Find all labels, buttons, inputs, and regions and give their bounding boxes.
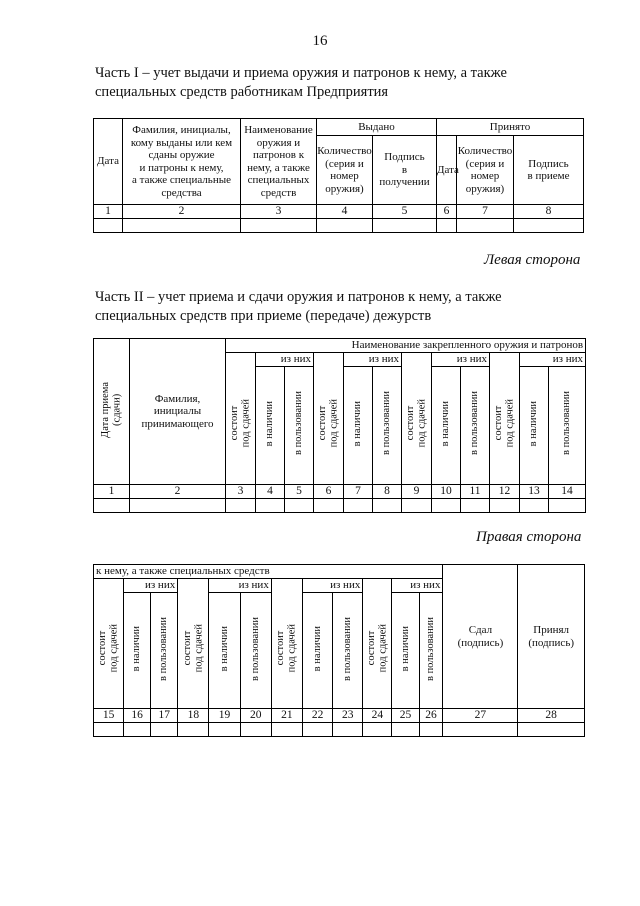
p2-available	[432, 366, 461, 484]
part2-title-line1: Часть II – учет приема и сдачи оружия и патронов к нему, а также	[95, 289, 502, 305]
p1-num: 5	[373, 205, 437, 219]
p3-state	[271, 593, 302, 709]
p2-num: 14	[549, 484, 586, 498]
p2-of-them: из них	[432, 352, 490, 366]
p3-state-l0: состоит	[181, 631, 193, 666]
part1-table	[93, 118, 584, 233]
p3-in-use	[240, 593, 271, 709]
p1-fio-l1: кому выданы или кем	[130, 136, 233, 149]
p2-state-l0: состоит	[317, 405, 328, 441]
p3-num: 25	[392, 709, 419, 723]
p1-num: 7	[457, 205, 514, 219]
p2-num: 6	[314, 484, 344, 498]
p2-state-l1: под сдачей	[416, 398, 428, 448]
p1-fio-l4: а также специальные	[132, 174, 231, 186]
p1-hdr-received: Принято	[437, 119, 584, 136]
p3-num: 24	[363, 709, 392, 723]
p3-state	[94, 593, 124, 709]
p1-fio-l0: Фамилия, инициалы,	[132, 124, 231, 136]
p1-sr-l0: Подпись	[528, 157, 569, 170]
p3-state-l1: под сдачей	[193, 624, 205, 673]
p3-num: 27	[443, 709, 518, 723]
part2-table	[93, 338, 586, 513]
p2-number-row	[94, 484, 586, 498]
p2-in-use	[461, 366, 490, 484]
p1-hdr-qty-received	[457, 136, 514, 205]
p2-num: 12	[490, 484, 520, 498]
p1-number-row	[94, 205, 584, 219]
left-side-label: Левая сторона	[484, 252, 581, 268]
p3-handed-l0: Сдал	[468, 624, 493, 636]
p1-qi-l1: (серия и	[325, 157, 364, 170]
p3-in-use-text: в пользовании	[158, 616, 170, 681]
p1-qr-l2: номер	[470, 170, 500, 182]
p1-hdr-issued: Выдано	[317, 119, 437, 136]
p1-qr-l0: Количество	[457, 145, 513, 157]
p2-num: 7	[344, 484, 373, 498]
p2-hdr-date	[94, 339, 130, 485]
p2-available-text: в наличии	[440, 400, 452, 446]
p2-fio-l1: инициалы	[153, 405, 202, 417]
p2-available-text: в наличии	[352, 400, 364, 446]
p2-empty-row	[94, 498, 586, 512]
p2-in-use	[549, 366, 586, 484]
p3-empty-row	[94, 723, 585, 737]
p3-available	[124, 593, 151, 709]
p2-state-l0: состоит	[229, 405, 240, 441]
p1-qi-l0: Количество	[317, 145, 372, 157]
p3-state	[363, 593, 392, 709]
p1-qr-l3: оружия)	[465, 182, 505, 195]
p3-available	[392, 593, 419, 709]
p3-num: 17	[151, 709, 178, 723]
p2-in-use	[373, 366, 402, 484]
p2-in-use	[285, 366, 314, 484]
p1-name-l3: нему, а также	[247, 161, 310, 174]
p1-num: 3	[241, 205, 317, 219]
p2-num: 4	[256, 484, 285, 498]
p3-num: 16	[124, 709, 151, 723]
part3-table	[93, 564, 585, 737]
p3-num: 22	[303, 709, 333, 723]
p1-num: 6	[437, 205, 457, 219]
p2-num: 1	[94, 484, 130, 498]
p2-state	[490, 366, 520, 484]
p3-state-l0: состоит	[275, 631, 287, 666]
p3-state-l1: под сдачей	[108, 624, 120, 673]
p3-in-use	[151, 593, 178, 709]
p1-qi-l2: номер	[330, 170, 359, 182]
p1-si-l1: в	[401, 163, 408, 176]
p2-available	[520, 366, 549, 484]
p3-state-l0: состоит	[365, 631, 377, 666]
p1-si-l2: получении	[379, 176, 430, 189]
p2-num: 5	[285, 484, 314, 498]
p1-num: 4	[317, 205, 373, 219]
p1-name-l4: специальных	[247, 174, 310, 186]
p3-in-use-text: в пользовании	[249, 616, 261, 681]
p1-empty-row	[94, 219, 584, 233]
p1-hdr-fio	[123, 119, 241, 205]
p3-available-text: в наличии	[131, 626, 143, 672]
p3-handed-l1: (подпись)	[457, 636, 504, 649]
p2-num: 3	[226, 484, 256, 498]
p3-in-use	[419, 593, 443, 709]
p2-of-them: из них	[256, 352, 314, 366]
part1-title-line1: Часть I – учет выдачи и приема оружия и патронов к нему, а также	[95, 65, 507, 81]
p1-name-l2: патронов к	[252, 149, 305, 161]
p3-of-them: из них	[124, 579, 178, 593]
p3-accepted-l0: Принял	[533, 624, 570, 636]
p1-name-l5: средств	[260, 186, 297, 199]
p2-fio-l2: принимающего	[141, 417, 214, 430]
p2-in-use-text: в пользовании	[381, 391, 393, 456]
p2-date-l0: Дата приема	[100, 381, 111, 438]
p3-available-text: в наличии	[218, 626, 230, 672]
p2-date-l1: (сдачи)	[111, 393, 123, 426]
p2-state-l0: состоит	[493, 405, 504, 441]
p1-hdr-qty-issued	[317, 136, 373, 205]
p2-hdr-fio	[130, 339, 226, 485]
p3-hdr-accepted	[518, 565, 585, 709]
p3-in-use-text: в пользовании	[425, 616, 437, 681]
p1-fio-l2: сданы оружие	[148, 149, 215, 161]
p3-accepted-l1: (подпись)	[528, 636, 574, 649]
p1-hdr-date2: Дата	[437, 136, 457, 205]
p2-fio-l0: Фамилия,	[154, 392, 201, 405]
p2-state-l1: под сдачей	[504, 398, 516, 448]
p3-of-them: из них	[392, 579, 443, 593]
p1-name-l1: оружия и	[256, 136, 301, 149]
p2-available	[344, 366, 373, 484]
p1-fio-l5: средства	[161, 186, 202, 199]
p3-state	[178, 593, 209, 709]
part1-title	[95, 64, 581, 102]
p2-state	[402, 366, 432, 484]
page-number: 16	[312, 33, 328, 49]
p3-num: 28	[518, 709, 585, 723]
p2-in-use-text: в пользовании	[561, 391, 573, 456]
p2-num: 8	[373, 484, 402, 498]
p3-available-text: в наличии	[399, 626, 411, 672]
p1-hdr-name	[241, 119, 317, 205]
p3-in-use	[333, 593, 363, 709]
p3-available	[303, 593, 333, 709]
p2-state	[314, 366, 344, 484]
p2-available-text: в наличии	[264, 400, 276, 446]
p2-available	[256, 366, 285, 484]
p1-sr-l1: в приеме	[527, 170, 570, 182]
p2-num: 2	[130, 484, 226, 498]
p3-in-use-text: в пользовании	[342, 616, 354, 681]
p1-num: 1	[94, 205, 123, 219]
p3-available	[209, 593, 240, 709]
p1-qr-l1: (серия и	[465, 157, 505, 170]
p3-hdr-top: к нему, а также специальных средств	[94, 565, 443, 579]
right-side-label: Правая сторона	[476, 529, 582, 545]
part2-title-line2: специальных средств при приеме (передаче) дежурств	[95, 308, 432, 324]
p2-num: 11	[461, 484, 490, 498]
p1-num: 2	[123, 205, 241, 219]
p3-num: 15	[94, 709, 124, 723]
p2-state-l1: под сдачей	[328, 398, 340, 448]
p1-name-l0: Наименование	[244, 124, 313, 136]
p2-available-text: в наличии	[528, 400, 540, 446]
p1-num: 8	[514, 205, 584, 219]
p3-state-l0: состоит	[97, 631, 109, 666]
p2-state	[226, 366, 256, 484]
p3-of-them: из них	[209, 579, 271, 593]
p2-of-them: из них	[344, 352, 402, 366]
p1-qi-l3: оружия)	[325, 182, 364, 195]
p2-state-l1: под сдачей	[240, 398, 252, 448]
p3-number-row	[94, 709, 585, 723]
p3-num: 19	[209, 709, 240, 723]
p3-num: 23	[333, 709, 363, 723]
p1-si-l0: Подпись	[384, 151, 425, 164]
p2-hdr-top: Наименование закрепленного оружия и патронов	[226, 339, 586, 353]
p1-hdr-sign-issued	[373, 136, 437, 205]
p2-state-l0: состоит	[405, 405, 416, 441]
p3-available-text: в наличии	[311, 626, 323, 672]
part1-title-line2: специальных средств работникам Предприятия	[95, 84, 389, 100]
p2-num: 13	[520, 484, 549, 498]
p1-hdr-sign-received	[514, 136, 584, 205]
p3-state-l1: под сдачей	[286, 624, 298, 673]
p3-num: 21	[271, 709, 302, 723]
p3-num: 26	[419, 709, 443, 723]
p3-hdr-handed	[443, 565, 518, 709]
p2-num: 10	[432, 484, 461, 498]
p3-of-them: из них	[303, 579, 363, 593]
p2-in-use-text: в пользовании	[293, 391, 305, 456]
p3-num: 20	[240, 709, 271, 723]
p3-state-l1: под сдачей	[377, 624, 389, 673]
p2-of-them: из них	[520, 352, 586, 366]
p1-hdr-date: Дата	[94, 119, 123, 205]
p3-num: 18	[178, 709, 209, 723]
part2-title	[95, 288, 581, 326]
p1-fio-l3: и патроны к нему,	[139, 161, 224, 174]
p2-num: 9	[402, 484, 432, 498]
p2-in-use-text: в пользовании	[469, 391, 481, 456]
